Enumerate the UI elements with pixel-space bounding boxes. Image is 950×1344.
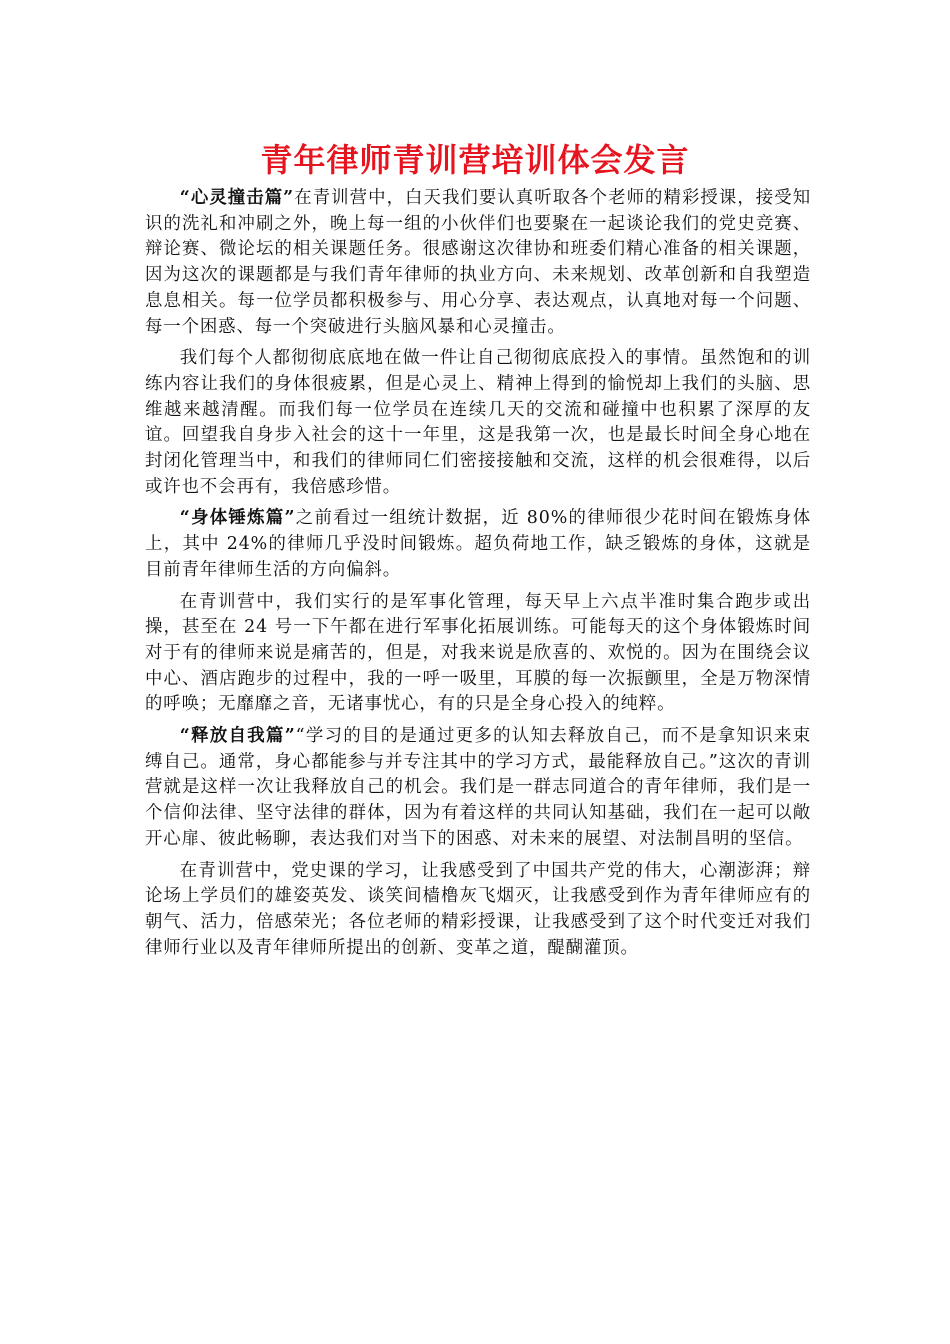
document-body	[145, 186, 811, 967]
section-heading-self-release: “释放自我篇”	[179, 726, 296, 747]
paragraph-text: 我们每个人都彻彻底底地在做一件让自己彻彻底底投入的事情。虽然饱和的训练内容让我们的身体很疲累，但是心灵上、精神上得到的愉悦却上我们的头脑、思维越来越清醒。而我们每一位学员在连续几天的交流和碰撞中也积累了深厚的友谊。回望我自身步入社会的这十一年里，这是我第一次，也是最长时间全身心地在封闭化管理当中，和我们的律师同仁们密接接触和交流，这样的机会很难得，以后或许也不会再有，我倍感珍惜。	[145, 348, 811, 497]
paragraph-party-history	[145, 859, 811, 962]
paragraph-text: 在青训营中，白天我们要认真听取各个老师的精彩授课，接受知识的洗礼和冲刷之外，晚上每一组的小伙伴们也要聚在一起谈论我们的党史竞赛、辩论赛、微论坛的相关课题任务。很感谢这次律协和班委们精心准备的相关课题，因为这次的课题都是与我们青年律师的执业方向、未来规划、改革创新和自我塑造息息相关。每一位学员都积极参与、用心分享、表达观点，认真地对每一个问题、每一个困惑、每一个突破进行头脑风暴和心灵撞击。	[145, 188, 812, 337]
section-heading-body-training: “身体锤炼篇”	[179, 508, 296, 529]
paragraph-immersion	[145, 346, 811, 500]
document-title: 青年律师青训营培训体会发言	[260, 141, 690, 179]
paragraph-text: 之前看过一组统计数据，近 80%的律师很少花时间在锻炼身体上，其中 24%的律师几乎没时间锻炼。超负荷地工作，缺乏锻炼的身体，这就是目前青年律师生活的方向偏斜。	[145, 508, 811, 580]
section-heading-heart-impact: “心灵撞击篇”	[179, 188, 295, 208]
paragraph-body-training	[145, 506, 811, 583]
paragraph-text: 在青训营中，我们实行的是军事化管理，每天早上六点半准时集合跑步或出操，甚至在 24 号一下午都在进行军事化拓展训练。可能每天的这个身体锻炼时间对于有的律师来说是痛苦的，但是，对我来说是欣喜的、欢悦的。因为在围绕会议中心、酒店跑步的过程中，我的一呼一吸里，耳膜的每一次振颤里，全是万物深情的呼唤；无靡靡之音，无诸事忧心，有的只是全身心投入的纯粹。	[145, 591, 811, 715]
paragraph-heart-impact	[145, 186, 811, 340]
paragraph-text: “学习的目的是通过更多的认知去释放自己，而不是拿知识来束缚自己。通常，身心都能参与并专注其中的学习方式，最能释放自己。”这次的青训营就是这样一次让我释放自己的机会。我们是一群志同道合的青年律师，我们是一个信仰法律、坚守法律的群体，因为有着这样的共同认知基础，我们在一起可以敞开心扉、彼此畅聊，表达我们对当下的困惑、对未来的展望、对法制昌明的坚信。	[145, 726, 811, 849]
paragraph-military-management	[145, 590, 811, 719]
paragraph-self-release	[145, 724, 811, 853]
paragraph-text: 在青训营中，党史课的学习，让我感受到了中国共产党的伟大，心潮澎湃；辩论场上学员们的雄姿英发、谈笑间樯橹灰飞烟灭，让我感受到作为青年律师应有的朝气、活力，倍感荣光；各位老师的精彩授课，让我感受到了这个时代变迁对我们律师行业以及青年律师所提出的创新、变革之道，醍醐灌顶。	[145, 860, 811, 958]
